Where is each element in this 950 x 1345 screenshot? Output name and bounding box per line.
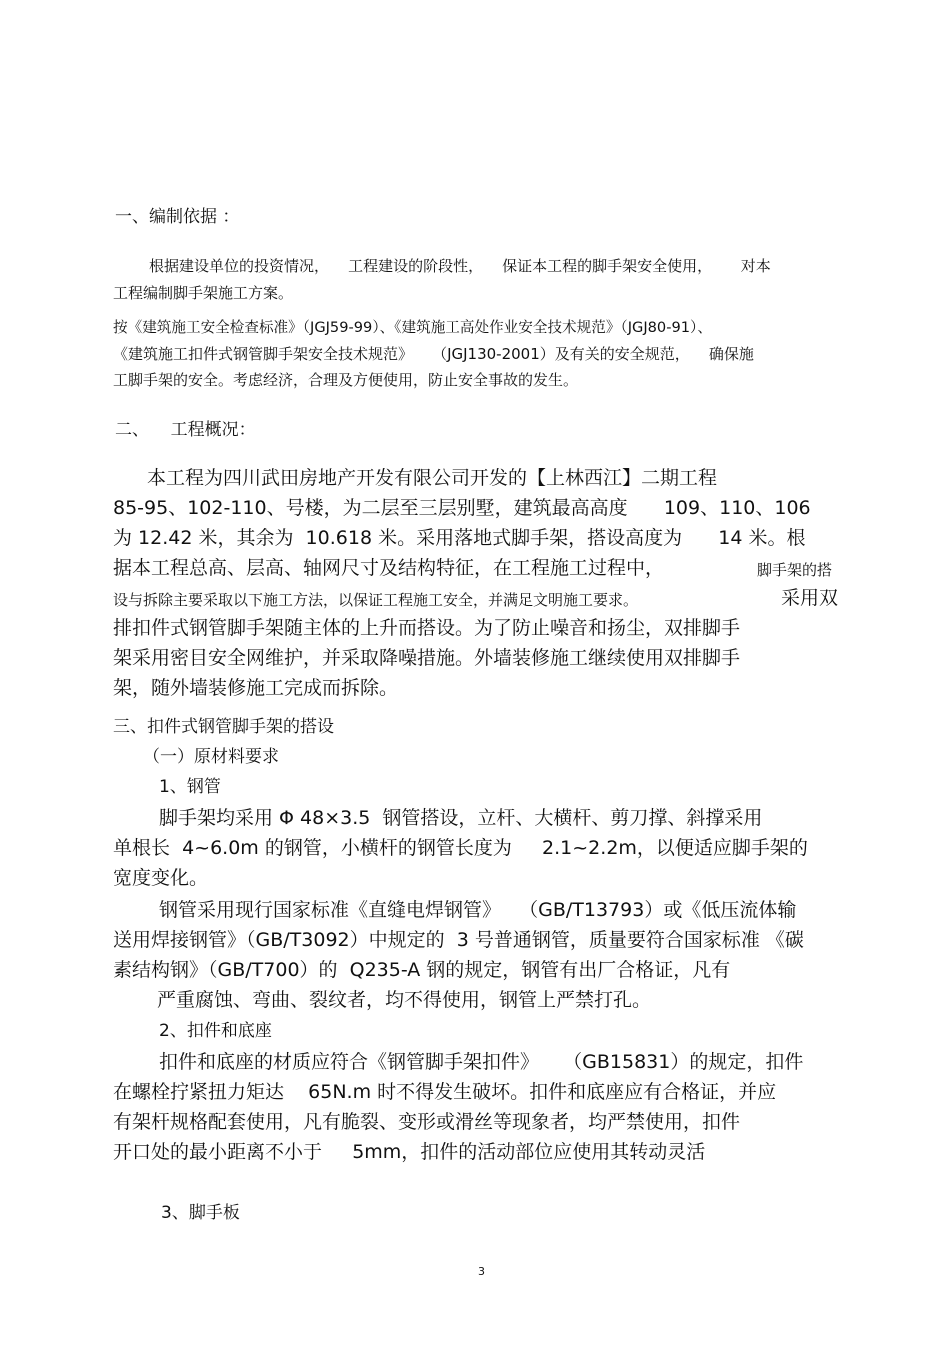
section-2-line-5-part-b: 采用双 xyxy=(781,587,839,609)
section-3-heading: 三、扣件式钢管脚手架的搭设 xyxy=(113,717,334,737)
clamp-line-1: 扣件和底座的材质应符合《钢管脚手架扣件》 （GB15831）的规定，扣件 xyxy=(159,1051,804,1073)
section-1-paragraph-1-line-1: 根据建设单位的投资情况， 工程建设的阶段性， 保证本工程的脚手架安全使用， 对本 xyxy=(149,257,771,275)
section-2-line-8: 架，随外墙装修施工完成而拆除。 xyxy=(113,677,399,699)
standard-line-2: 送用焊接钢管》（GB/T3092）中规定的 3 号普通钢管，质量要符合国家标准 《碳 xyxy=(113,929,804,951)
steel-pipe-line-2: 单根长 4~6.0m 的钢管，小横杆的钢管长度为 2.1~2.2m，以便适应脚手架的 xyxy=(113,837,808,859)
clamp-line-3: 有架杆规格配套使用，凡有脆裂、变形或滑丝等现象者，均严禁使用，扣件 xyxy=(113,1111,741,1133)
standard-line-3: 素结构钢》（GB/T700）的 Q235-A 钢的规定，钢管有出厂合格证，凡有 xyxy=(113,959,731,981)
section-2-line-7: 架采用密目安全网维护，并采取降噪措施。外墙装修施工继续使用双排脚手 xyxy=(113,647,741,669)
section-2-line-3: 为 12.42 米，其余为 10.618 米。采用落地式脚手架，搭设高度为 14 米。根 xyxy=(113,527,806,549)
standard-line-1: 钢管采用现行国家标准《直缝电焊钢管》 （GB/T13793）或《低压流体输 xyxy=(159,899,797,921)
subsection-1-heading: （一）原材料要求 xyxy=(143,747,279,767)
item-2-heading: 2、扣件和底座 xyxy=(159,1021,272,1041)
section-1-paragraph-2-line-1: 按《建筑施工安全检查标准》（JGJ59-99）、《建筑施工高处作业安全技术规范》（JGJ80-91）、 xyxy=(113,319,712,336)
section-1-paragraph-1-line-2: 工程编制脚手架施工方案。 xyxy=(113,284,294,302)
page-number: 3 xyxy=(478,1265,485,1278)
steel-pipe-line-1: 脚手架均采用 Φ 48×3.5 钢管搭设，立杆、大横杆、剪刀撑、斜撑采用 xyxy=(159,807,763,829)
section-1-paragraph-2-line-2: 《建筑施工扣件式钢管脚手架安全技术规范》 （JGJ130-2001）及有关的安全规范， 确保施 xyxy=(113,345,754,363)
clamp-line-4: 开口处的最小距离不小于 5mm，扣件的活动部位应使用其转动灵活 xyxy=(113,1141,706,1163)
section-2-line-4-part-a: 据本工程总高、层高、轴网尺寸及结构特征，在工程施工过程中， xyxy=(113,557,665,579)
clamp-line-2: 在螺栓拧紧扭力矩达 65N.m 时不得发生破坏。扣件和底座应有合格证，并应 xyxy=(113,1081,777,1103)
section-2-line-4-part-b: 脚手架的搭 xyxy=(757,561,833,579)
section-2-line-6: 排扣件式钢管脚手架随主体的上升而搭设。为了防止噪音和扬尘，双排脚手 xyxy=(113,617,741,639)
steel-pipe-line-3: 宽度变化。 xyxy=(113,867,209,889)
section-2-line-1: 本工程为四川武田房地产开发有限公司开发的【上林西江】二期工程 xyxy=(147,467,718,489)
section-1-paragraph-2-line-3: 工脚手架的安全。考虑经济，合理及方便使用，防止安全事故的发生。 xyxy=(113,371,579,389)
section-2-line-5-part-a: 设与拆除主要采取以下施工方法，以保证工程施工安全，并满足文明施工要求。 xyxy=(113,591,639,609)
section-1-heading: 一、编制依据 ： xyxy=(115,207,240,227)
item-3-heading: 3、脚手板 xyxy=(161,1203,240,1223)
section-2-line-2: 85-95、102-110、号楼，为二层至三层别墅，建筑最高高度 109、110、106 xyxy=(113,497,811,519)
section-2-heading: 二、 工程概况： xyxy=(115,420,256,440)
item-1-heading: 1、钢管 xyxy=(159,777,221,797)
standard-line-4: 严重腐蚀、弯曲、裂纹者，均不得使用，钢管上严禁打孔。 xyxy=(157,989,652,1011)
